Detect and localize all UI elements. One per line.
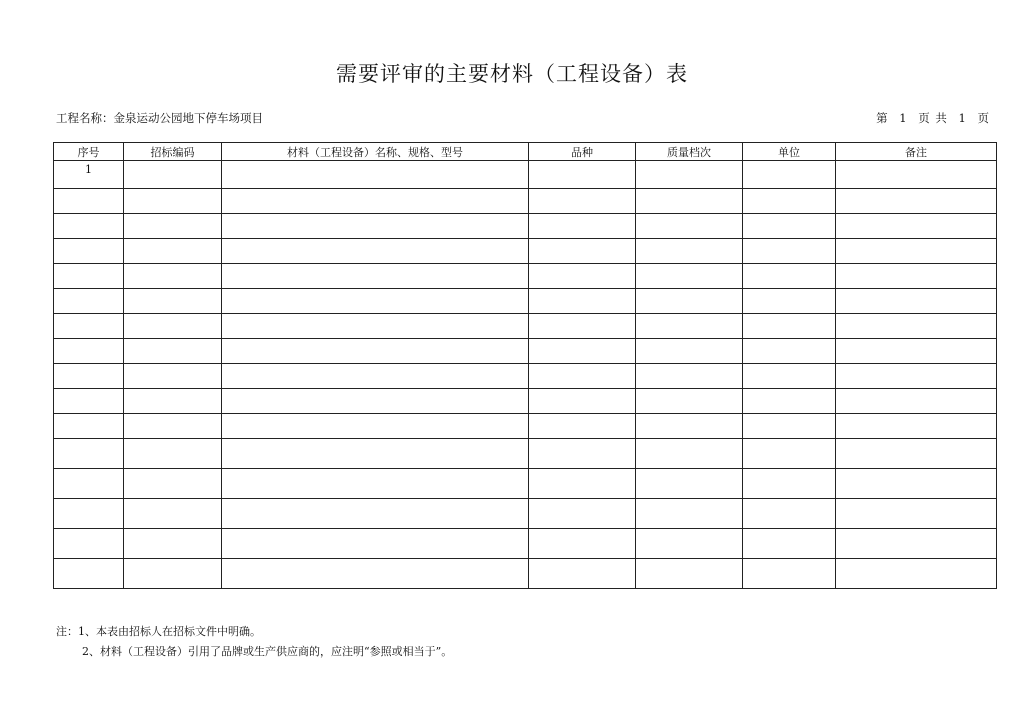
table-cell — [836, 469, 997, 499]
table-cell — [54, 439, 124, 469]
table-row — [54, 314, 997, 339]
table-cell — [743, 529, 836, 559]
cell-index: 1 — [54, 161, 124, 189]
table-cell — [636, 314, 743, 339]
table-cell — [836, 289, 997, 314]
table-cell — [54, 189, 124, 214]
cell-variety — [529, 161, 636, 189]
table-cell — [743, 214, 836, 239]
table-cell — [743, 559, 836, 589]
table-cell — [743, 239, 836, 264]
table-cell — [743, 289, 836, 314]
header-variety: 品种 — [529, 143, 636, 161]
table-cell — [124, 339, 222, 364]
project-label: 工程名称： — [56, 111, 114, 125]
table-row — [54, 364, 997, 389]
table-cell — [124, 529, 222, 559]
table-cell — [636, 414, 743, 439]
table-cell — [124, 364, 222, 389]
page-prefix: 第 — [876, 111, 888, 125]
table-cell — [54, 559, 124, 589]
cell-remarks — [836, 161, 997, 189]
table-cell — [529, 389, 636, 414]
cell-material — [222, 161, 529, 189]
table-cell — [124, 469, 222, 499]
table-cell — [636, 214, 743, 239]
table-header-row — [54, 143, 997, 161]
table-row — [54, 389, 997, 414]
table-cell — [529, 264, 636, 289]
cell-unit — [743, 161, 836, 189]
table-cell — [636, 389, 743, 414]
table-cell — [54, 314, 124, 339]
table-cell — [743, 439, 836, 469]
table-row — [54, 239, 997, 264]
table-cell — [836, 529, 997, 559]
table-cell — [124, 559, 222, 589]
table-cell — [529, 289, 636, 314]
table-row — [54, 189, 997, 214]
table-cell — [124, 439, 222, 469]
table-cell — [54, 214, 124, 239]
table-cell — [124, 314, 222, 339]
table-row — [54, 289, 997, 314]
table-cell — [836, 389, 997, 414]
table-cell — [529, 414, 636, 439]
page-title: 需要评审的主要材料（工程设备）表 — [336, 62, 688, 86]
table-cell — [636, 239, 743, 264]
table-cell — [529, 214, 636, 239]
table-cell — [636, 264, 743, 289]
table-cell — [54, 389, 124, 414]
table-row — [54, 339, 997, 364]
table-row — [54, 499, 997, 529]
page-mid: 页 共 — [918, 111, 947, 125]
table-cell — [54, 414, 124, 439]
table-cell — [529, 559, 636, 589]
table-cell — [222, 364, 529, 389]
table-cell — [743, 414, 836, 439]
table-cell — [124, 414, 222, 439]
table-cell — [222, 499, 529, 529]
table-cell — [124, 239, 222, 264]
table-cell — [529, 364, 636, 389]
table-cell — [743, 189, 836, 214]
table-cell — [54, 529, 124, 559]
cell-code — [124, 161, 222, 189]
table-cell — [54, 239, 124, 264]
table-cell — [222, 529, 529, 559]
table-cell — [836, 239, 997, 264]
table-cell — [222, 239, 529, 264]
table-cell — [124, 189, 222, 214]
table-cell — [222, 289, 529, 314]
page-total: 1 — [958, 111, 966, 125]
table-cell — [743, 364, 836, 389]
table-cell — [836, 414, 997, 439]
table-cell — [529, 439, 636, 469]
table-row — [54, 529, 997, 559]
table-cell — [124, 499, 222, 529]
table-cell — [124, 264, 222, 289]
header-remarks: 备注 — [836, 143, 997, 161]
page-indicator — [873, 110, 992, 126]
table-row — [54, 469, 997, 499]
table-cell — [222, 469, 529, 499]
table-cell — [222, 214, 529, 239]
table-cell — [529, 189, 636, 214]
table-cell — [54, 264, 124, 289]
table-cell — [743, 339, 836, 364]
table-cell — [54, 469, 124, 499]
table-cell — [529, 339, 636, 364]
table-cell — [836, 439, 997, 469]
table-row — [54, 414, 997, 439]
table-cell — [222, 314, 529, 339]
table-cell — [636, 499, 743, 529]
table-cell — [222, 559, 529, 589]
header-code: 招标编码 — [124, 143, 222, 161]
table-row — [54, 439, 997, 469]
table-cell — [54, 339, 124, 364]
table-cell — [836, 264, 997, 289]
table-cell — [836, 314, 997, 339]
table-cell — [636, 469, 743, 499]
table-cell — [529, 499, 636, 529]
table-row — [54, 214, 997, 239]
table-row — [54, 264, 997, 289]
footnotes — [56, 622, 452, 662]
table-cell — [636, 289, 743, 314]
header-material: 材料（工程设备）名称、规格、型号 — [222, 143, 529, 161]
table-cell — [529, 239, 636, 264]
header-index: 序号 — [54, 143, 124, 161]
table-cell — [836, 214, 997, 239]
project-name: 金泉运动公园地下停车场项目 — [113, 111, 263, 125]
footnote-1: 注：1、本表由招标人在招标文件中明确。 — [56, 625, 261, 638]
table-cell — [124, 214, 222, 239]
table-row — [54, 559, 997, 589]
table-cell — [222, 189, 529, 214]
table-cell — [222, 439, 529, 469]
page-suffix: 页 — [977, 111, 989, 125]
table-cell — [836, 339, 997, 364]
page-current: 1 — [899, 111, 907, 125]
table-cell — [636, 439, 743, 469]
table-cell — [529, 529, 636, 559]
table-row — [54, 161, 997, 189]
table-cell — [743, 469, 836, 499]
table-cell — [124, 289, 222, 314]
table-cell — [636, 364, 743, 389]
table-cell — [636, 559, 743, 589]
table-cell — [743, 264, 836, 289]
footnote-2: 2、材料（工程设备）引用了品牌或生产供应商的，应注明“参照或相当于”。 — [82, 645, 453, 658]
table-cell — [54, 499, 124, 529]
table-cell — [836, 364, 997, 389]
table-cell — [529, 314, 636, 339]
project-info — [56, 110, 263, 126]
table-cell — [636, 189, 743, 214]
table-cell — [124, 389, 222, 414]
header-unit: 单位 — [743, 143, 836, 161]
cell-quality — [636, 161, 743, 189]
table-cell — [743, 499, 836, 529]
table-cell — [836, 189, 997, 214]
table-cell — [222, 414, 529, 439]
table-cell — [54, 289, 124, 314]
table-cell — [222, 389, 529, 414]
table-cell — [222, 264, 529, 289]
table-cell — [54, 364, 124, 389]
table-cell — [836, 499, 997, 529]
table-cell — [836, 559, 997, 589]
materials-table — [53, 142, 997, 589]
table-cell — [529, 469, 636, 499]
header-quality: 质量档次 — [636, 143, 743, 161]
table-cell — [743, 389, 836, 414]
table-cell — [636, 529, 743, 559]
table-cell — [743, 314, 836, 339]
table-cell — [222, 339, 529, 364]
table-cell — [636, 339, 743, 364]
